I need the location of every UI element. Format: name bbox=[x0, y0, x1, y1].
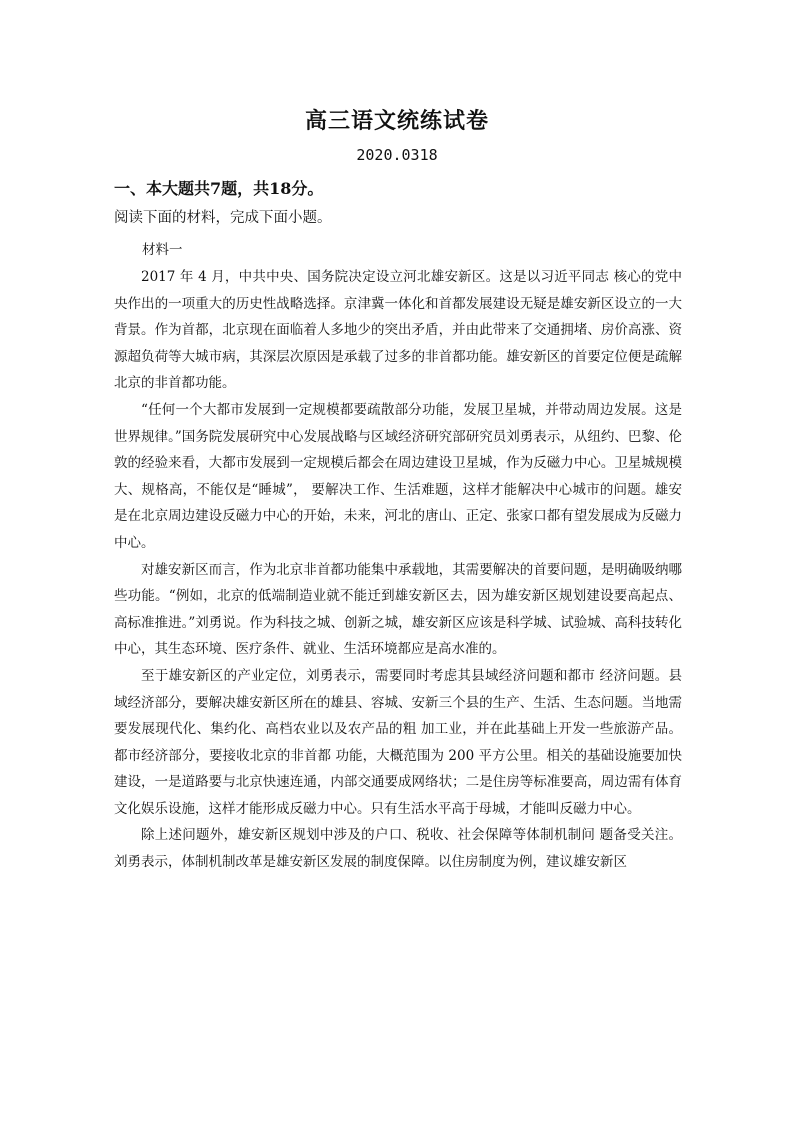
paragraph: 至于雄安新区的产业定位，刘勇表示，需要同时考虑其县域经济问题和都市 经济问题。县域经济部分，要解决雄安新区所在的雄县、容城、安新三个县的生产、生活、生态问题。当地需要发展现代化、集约化、高档农业以及农产品的粗 加工业，并在此基础上开发一些旅游产品。都市经济部分，要接收北京的非首都 功能，大概范围为 200 平方公里。相关的基础设施要加快建设，一是道路要与北京快速连通，内部交通要成网络状；二是住房等标准要高，周边需有体育文化娱乐设施，这样才能形成反磁力中心。只有生活水平高于母城，才能叫反磁力中心。 bbox=[114, 667, 682, 817]
instruction-text: 阅读下面的材料，完成下面小题。 bbox=[114, 210, 332, 226]
paragraph: “任何一个大都市发展到一定规模都要疏散部分功能，发展卫星城，并带动周边发展。这是世界规律。”国务院发展研究中心发展战略与区域经济研究部研究员刘勇表示，从纽约、巴黎、伦敦的经验来看，大都市发展到一定规模后都会在周边建设卫星城，作为反磁力中心。卫星城规模大、规格高，不能仅是“睡城”， 要解决工作、生活难题，这样才能解决中心城市的问题。雄安是在北京周边建设反磁力中心的开始，未来，河北的唐山、正定、张家口都有望发展成为反磁力中心。 bbox=[114, 401, 682, 551]
section-heading: 一、本大题共7题，共18分。 bbox=[114, 179, 324, 198]
paragraph: 2017 年 4 月，中共中央、国务院决定设立河北雄安新区。这是以习近平同志 核心的党中央作出的一项重大的历史性战略选择。京津冀一体化和首都发展建设无疑是雄安新区设立的一大背景。作为首都，北京现在面临着人多地少的突出矛盾，并由此带来了交通拥堵、房价高涨、资源超负荷等大城市病，其深层次原因是承载了过多的非首都功能。雄安新区的首要定位便是疏解北京的非首都功能。 bbox=[114, 269, 682, 392]
exam-date: 2020.0318 bbox=[356, 146, 438, 164]
material-body bbox=[114, 264, 682, 876]
page-title: 高三语文统练试卷 bbox=[304, 108, 489, 134]
material-label: 材料一 bbox=[142, 242, 183, 258]
paragraph: 对雄安新区而言，作为北京非首都功能集中承载地，其需要解决的首要问题，是明确吸纳哪些功能。“例如，北京的低端制造业就不能迁到雄安新区去，因为雄安新区规划建设要高起点、高标准推进。”刘勇说。作为科技之城、创新之城，雄安新区应该是科学城、试验城、高科技转化中心，其生态环境、医疗条件、就业、生活环境都应是高水准的。 bbox=[114, 561, 682, 658]
paragraph: 除上述问题外，雄安新区规划中涉及的户口、税收、社会保障等体制机制问 题备受关注。刘勇表示，体制机制改革是雄安新区发展的制度保障。以住房制度为例，建议雄安新区 bbox=[114, 827, 682, 871]
